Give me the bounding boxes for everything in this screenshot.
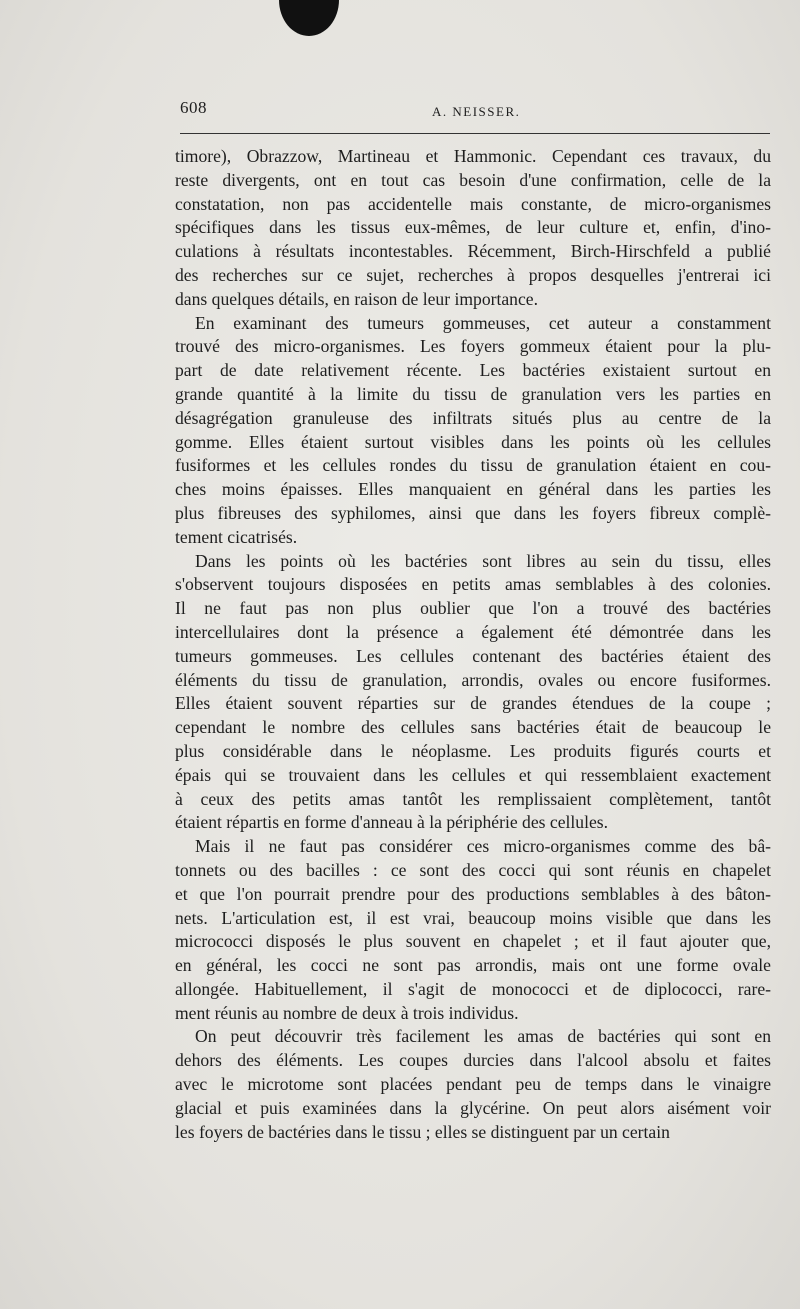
text-line: des recherches sur ce sujet, recherches à propos desquelles j'entrerai ici (175, 264, 771, 285)
text-line: Il ne faut pas non plus oublier que l'on a trouvé des bactéries (175, 598, 771, 619)
paragraph (175, 1025, 771, 1144)
text-line: cependant le nombre des cellules sans bactéries était de beaucoup le (175, 717, 771, 738)
text-line: constatation, non pas accidentelle mais constante, de micro-organismes (175, 193, 771, 214)
text-line: dehors des éléments. Les coupes durcies dans l'alcool absolu et faites (175, 1050, 771, 1071)
text-line: tonnets ou des bacilles : ce sont des cocci qui sont réunis en chapelet (175, 859, 771, 880)
text-line: nets. L'articulation est, il est vrai, beaucoup moins visible que dans les (175, 907, 771, 928)
text-line: ches moins épaisses. Elles manquaient en général dans les parties les (175, 479, 771, 500)
text-line: Dans les points où les bactéries sont libres au sein du tissu, elles (195, 550, 771, 571)
page-number: 608 (180, 98, 207, 117)
text-line: grande quantité à la limite du tissu de granulation vers les parties en (175, 383, 771, 404)
text-line: culations à résultats incontestables. Récemment, Birch-Hirschfeld a publié (175, 241, 771, 262)
text-line: glacial et puis examinées dans la glycérine. On peut alors aisément voir (175, 1097, 771, 1118)
text-line: à ceux des petits amas tantôt les remplissaient complètement, tantôt (175, 788, 771, 809)
text-line: fusiformes et les cellules rondes du tissu de granulation étaient en cou- (175, 455, 771, 476)
text-line: tumeurs gommeuses. Les cellules contenant des bactéries étaient des (175, 645, 771, 666)
text-line: Elles étaient souvent réparties sur de grandes étendues de la coupe ; (175, 693, 771, 714)
ink-blot (279, 0, 339, 36)
running-head: A. NEISSER. (432, 104, 521, 119)
text-line: en général, les cocci ne sont pas arrondis, mais ont une forme ovale (175, 955, 771, 976)
text-line: plus fibreuses des syphilomes, ainsi que dans les foyers fibreux complè- (175, 502, 771, 523)
text-line: tement cicatrisés. (175, 526, 298, 547)
text-line: dans quelques détails, en raison de leur importance. (175, 288, 538, 309)
text-line: gomme. Elles étaient surtout visibles dans les points où les cellules (175, 431, 771, 452)
text-line: trouvé des micro-organismes. Les foyers gommeux étaient pour la plu- (175, 336, 771, 357)
header-rule (180, 133, 770, 134)
text-line: ment réunis au nombre de deux à trois individus. (175, 1002, 519, 1023)
text-line: reste divergents, ont en tout cas besoin d'une confirmation, celle de la (175, 169, 771, 190)
text-line: avec le microtome sont placées pendant peu de temps dans le vinaigre (175, 1074, 771, 1095)
text-line: et que l'on pourrait prendre pour des productions semblables à des bâton- (175, 883, 771, 904)
paragraph (175, 835, 771, 1025)
text-line: allongée. Habituellement, il s'agit de monococci et de diplococci, rare- (175, 978, 771, 999)
text-line: épais qui se trouvaient dans les cellules et qui ressemblaient exactement (175, 764, 771, 785)
text-line: micrococci disposés le plus souvent en chapelet ; et il faut ajouter que, (175, 931, 771, 952)
text-line: intercellulaires dont la présence a également été démontrée dans les (175, 621, 771, 642)
page-header (180, 96, 770, 126)
text-line: désagrégation granuleuse des infiltrats situés plus au centre de la (175, 407, 771, 428)
text-line: part de date relativement récente. Les bactéries existaient surtout en (175, 360, 771, 381)
text-line: spécifiques dans les tissus eux-mêmes, de leur culture et, enfin, d'ino- (175, 217, 771, 238)
text-line: On peut découvrir très facilement les amas de bactéries qui sont en (195, 1026, 771, 1047)
body-text (175, 145, 771, 1144)
text-line: timore), Obrazzow, Martineau et Hammonic. Cependant ces travaux, du (175, 146, 771, 166)
paragraph (175, 550, 771, 836)
text-line: éléments du tissu de granulation, arrondis, ovales ou encore fusiformes. (175, 669, 771, 690)
text-line: En examinant des tumeurs gommeuses, cet auteur a constamment (195, 312, 771, 333)
text-line: s'observent toujours disposées en petits amas semblables à des colonies. (175, 574, 771, 595)
text-line: Mais il ne faut pas considérer ces micro-organismes comme des bâ- (195, 836, 771, 857)
text-line: étaient répartis en forme d'anneau à la périphérie des cellules. (175, 812, 609, 833)
paragraph (175, 145, 771, 312)
paragraph (175, 312, 771, 550)
text-line: plus considérable dans le néoplasme. Les produits figurés courts et (175, 740, 771, 761)
text-line: les foyers de bactéries dans le tissu ; elles se distinguent par un certain (175, 1121, 670, 1142)
